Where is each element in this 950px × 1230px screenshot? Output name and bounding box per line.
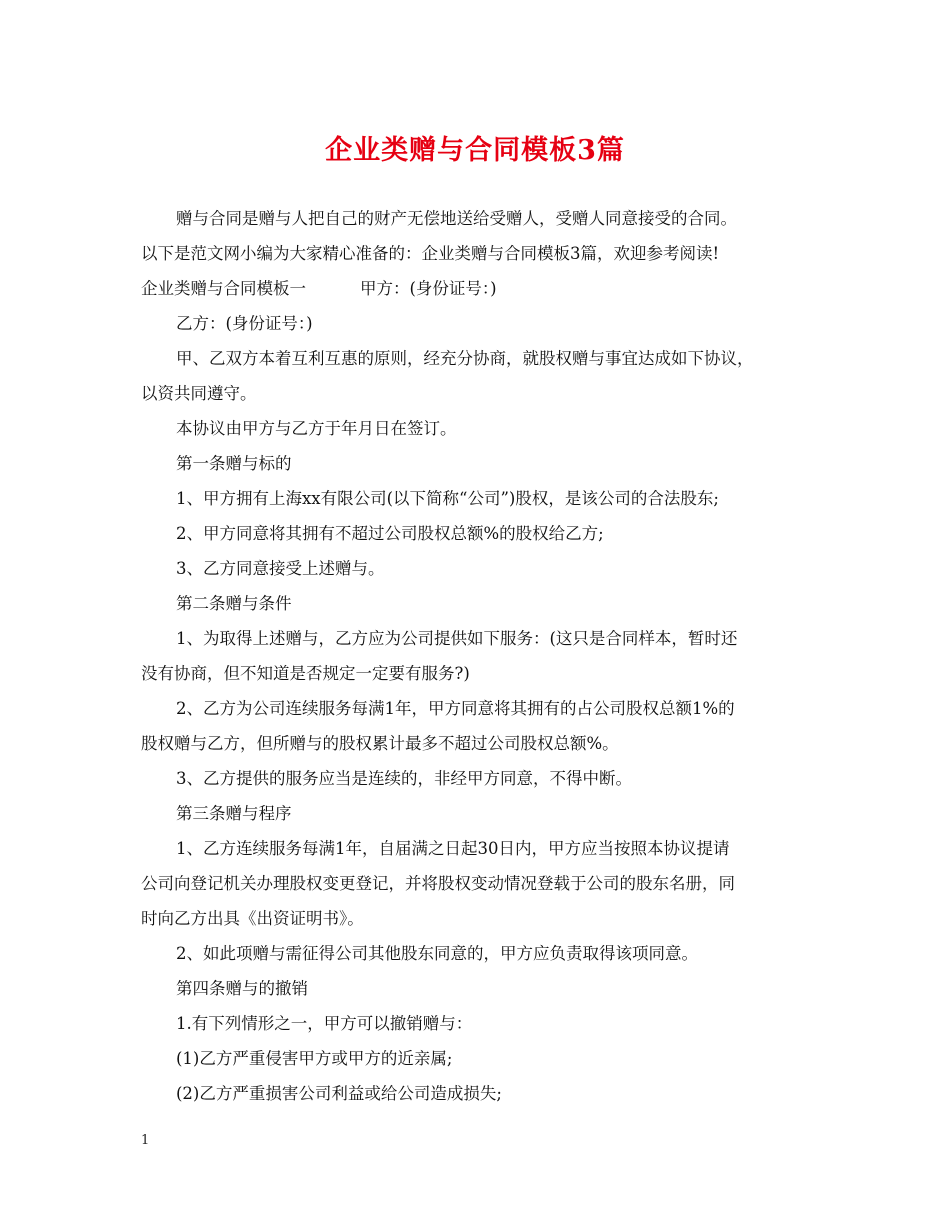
article-3-item-2: 2、如此项赠与需征得公司其他股东同意的，甲方应负责取得该项同意。 (176, 944, 698, 963)
preamble-line-1: 甲、乙双方本着互利互惠的原则，经充分协商，就股权赠与事宜达成如下协议， (176, 349, 754, 368)
article-3-title: 第三条赠与程序 (176, 804, 292, 823)
article-3-item-1-line-3: 时向乙方出具《出资证明书》。 (141, 909, 364, 928)
article-2-title: 第二条赠与条件 (176, 594, 292, 613)
party-b: 乙方：(身份证号：) (176, 314, 313, 333)
article-3-item-1-line-2: 公司向登记机关办理股权变更登记，并将股权变动情况登载于公司的股东名册，同 (141, 874, 735, 893)
intro-line-2: 以下是范文网小编为大家精心准备的：企业类赠与合同模板3篇，欢迎参考阅读! (141, 244, 720, 263)
document-title: 企业类赠与合同模板3篇 (325, 135, 625, 166)
article-4-item-1: 1.有下列情形之一，甲方可以撤销赠与： (176, 1014, 473, 1033)
template-heading-line (141, 271, 841, 306)
article-4-item-1-sub-1: (1)乙方严重侵害甲方或甲方的近亲属; (176, 1049, 453, 1068)
article-2-item-2-line-2: 股权赠与乙方，但所赠与的股权累计最多不超过公司股权总额%。 (141, 734, 619, 753)
article-1-item-2: 2、甲方同意将其拥有不超过公司股权总额%的股权给乙方; (176, 524, 604, 543)
article-2-item-2-line-1: 2、乙方为公司连续服务每满1年，甲方同意将其拥有的占公司股权总额1%的 (176, 699, 735, 718)
document-body (141, 201, 841, 1111)
article-2-item-1-line-2: 没有协商，但不知道是否规定一定要有服务?) (141, 664, 470, 683)
article-1-item-1: 1、甲方拥有上海xx有限公司(以下简称“公司”)股权，是该公司的合法股东; (176, 489, 719, 508)
preamble-line-2: 以资共同遵守。 (141, 384, 257, 403)
party-a: 甲方：(身份证号：) (360, 279, 497, 298)
article-4-title: 第四条赠与的撤销 (176, 979, 308, 998)
intro-line-1: 赠与合同是赠与人把自己的财产无偿地送给受赠人，受赠人同意接受的合同。 (176, 209, 737, 228)
article-4-item-1-sub-2: (2)乙方严重损害公司利益或给公司造成损失; (176, 1084, 502, 1103)
article-1-title: 第一条赠与标的 (176, 454, 292, 473)
article-2-item-3: 3、乙方提供的服务应当是连续的，非经甲方同意，不得中断。 (176, 769, 632, 788)
template-heading: 企业类赠与合同模板一 (141, 279, 306, 298)
article-2-item-1-line-1: 1、为取得上述赠与，乙方应为公司提供如下服务：(这只是合同样本，暂时还 (176, 629, 738, 648)
article-1-item-3: 3、乙方同意接受上述赠与。 (176, 559, 385, 578)
page-number: 1 (141, 1133, 150, 1148)
signing-clause: 本协议由甲方与乙方于年月日在签订。 (176, 419, 457, 438)
article-3-item-1-line-1: 1、乙方连续服务每满1年，自届满之日起30日内，甲方应当按照本协议提请 (176, 839, 730, 858)
